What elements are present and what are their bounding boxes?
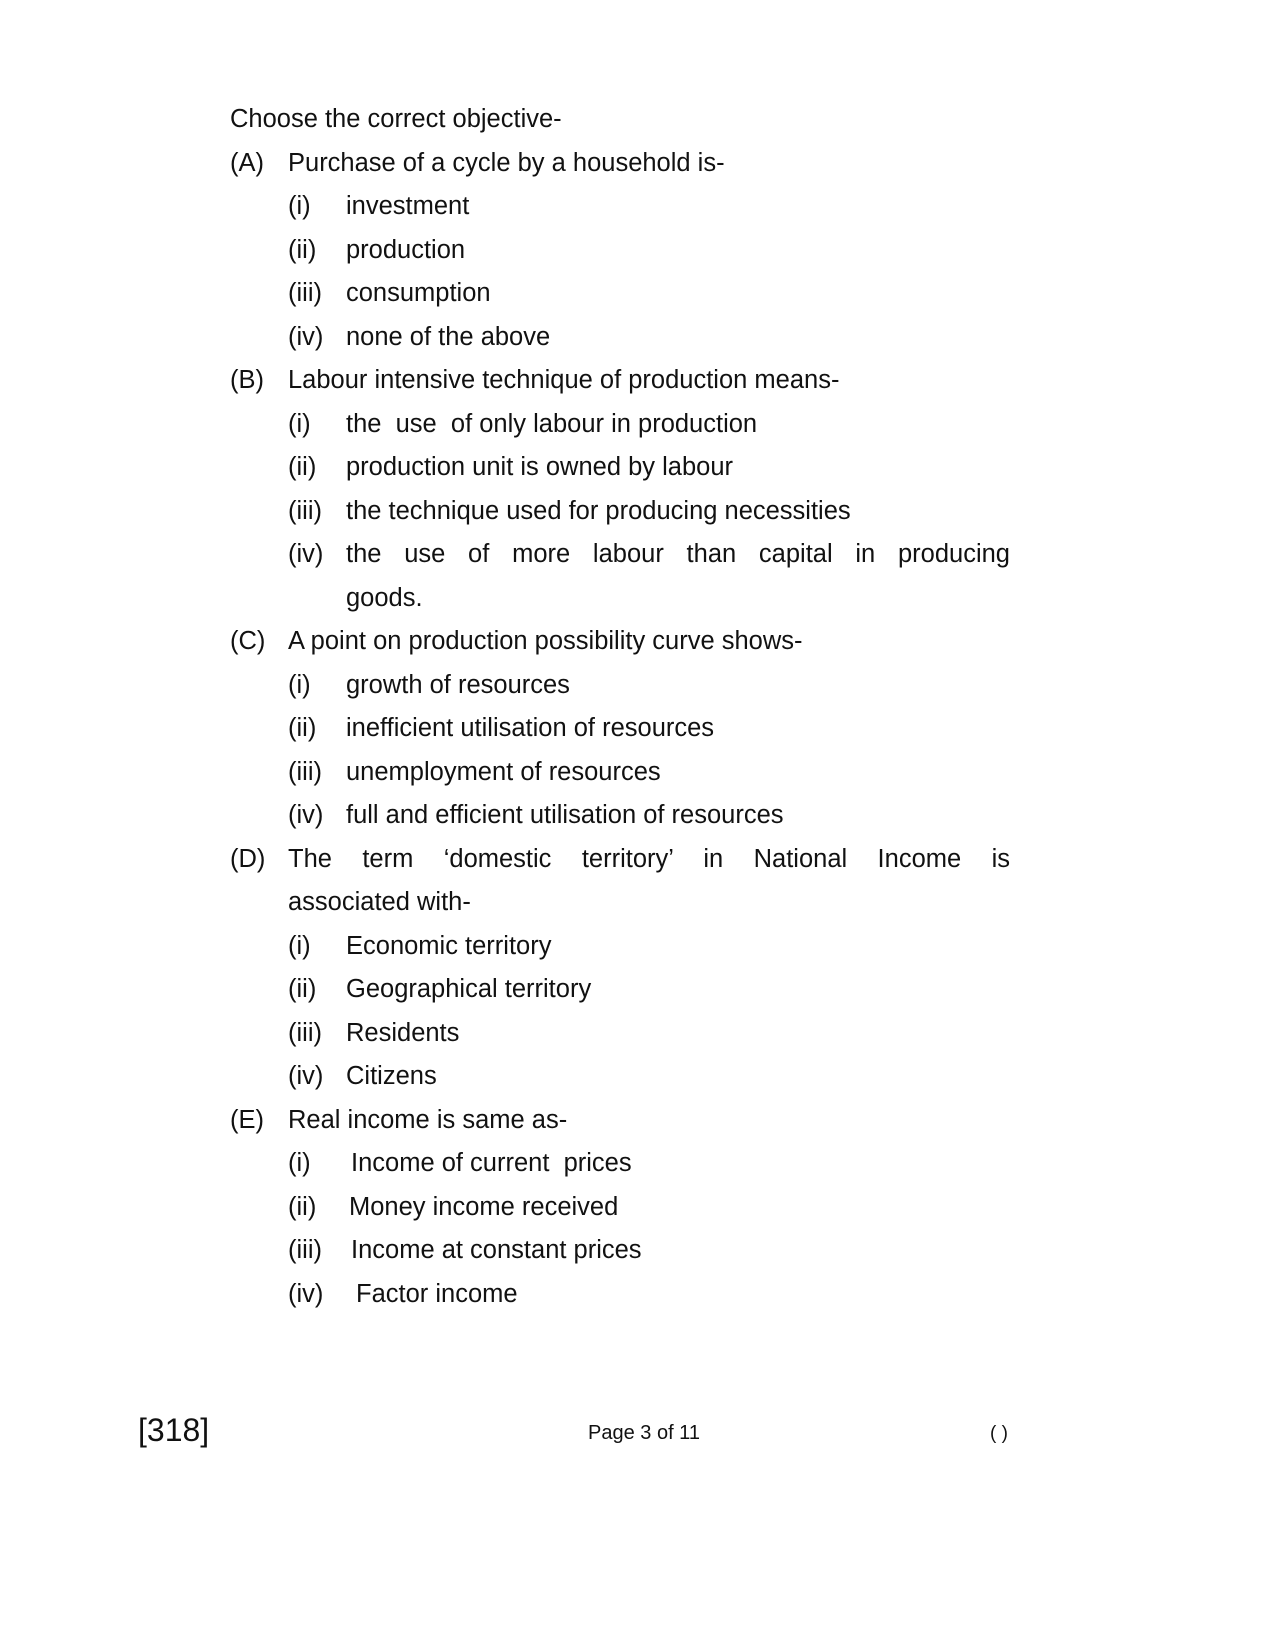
option-e-ii <box>230 1186 1010 1230</box>
footer-parentheses: ( ) <box>990 1423 1008 1444</box>
option-number: (iv) <box>288 1062 324 1090</box>
option-number: (i) <box>288 670 311 699</box>
question-text: Purchase of a cycle by a household is- <box>288 148 725 177</box>
question-d-continuation <box>230 881 1010 925</box>
option-number: (i) <box>288 931 311 960</box>
option-text: full and efficient utilisation of resources <box>346 801 784 829</box>
option-c-iii <box>230 751 1010 795</box>
option-text: Citizens <box>346 1062 437 1090</box>
option-text: Money income received <box>349 1192 619 1221</box>
option-c-i <box>230 664 1010 708</box>
question-c <box>230 620 1010 664</box>
question-letter: (B) <box>230 366 264 394</box>
option-number: (ii) <box>288 1192 317 1221</box>
option-b-iv <box>230 533 1010 577</box>
question-block <box>230 98 1010 1316</box>
option-number: (ii) <box>288 975 317 1003</box>
option-text: Economic territory <box>346 931 552 960</box>
option-text: consumption <box>346 279 491 307</box>
question-d <box>230 838 1010 882</box>
option-text-continuation: goods. <box>346 583 423 612</box>
option-text: Geographical territory <box>346 975 592 1003</box>
option-text: production <box>346 235 466 264</box>
option-e-i <box>230 1142 1010 1186</box>
option-text: inefficient utilisation of resources <box>346 714 715 742</box>
option-text: unemployment of resources <box>346 757 661 786</box>
page-number: Page 3 of 11 <box>588 1422 700 1444</box>
option-number: (iv) <box>288 540 324 568</box>
option-text: the use of only labour in production <box>346 409 758 438</box>
option-text: Income of current prices <box>351 1149 632 1177</box>
option-number: (iii) <box>288 1236 322 1264</box>
question-text: A point on production possibility curve shows- <box>288 627 803 655</box>
option-number: (iii) <box>288 1018 322 1047</box>
option-number: (iii) <box>288 496 322 525</box>
option-c-ii <box>230 707 1010 751</box>
option-a-iii <box>230 272 1010 316</box>
option-text: investment <box>346 192 470 220</box>
option-d-ii <box>230 968 1010 1012</box>
question-text: Labour intensive technique of production means- <box>288 366 840 394</box>
question-a <box>230 142 1010 186</box>
option-number: (ii) <box>288 453 317 481</box>
option-text: growth of resources <box>346 670 570 699</box>
option-text: the use of more labour than capital in producing <box>346 540 1010 568</box>
question-text: The term ‘domestic territory’ in National Income is <box>288 844 1010 873</box>
option-number: (i) <box>288 192 311 220</box>
instruction: Choose the correct objective- <box>230 105 562 133</box>
question-letter: (E) <box>230 1105 264 1134</box>
option-number: (iii) <box>288 279 322 307</box>
option-number: (i) <box>288 1149 311 1177</box>
option-text: Income at constant prices <box>351 1236 642 1264</box>
option-number: (i) <box>288 409 311 438</box>
option-e-iv <box>230 1273 1010 1317</box>
option-b-iii <box>230 490 1010 534</box>
option-text: Residents <box>346 1018 460 1047</box>
question-b <box>230 359 1010 403</box>
option-b-i <box>230 403 1010 447</box>
option-text: none of the above <box>346 322 551 351</box>
option-a-ii <box>230 229 1010 273</box>
option-e-iii <box>230 1229 1010 1273</box>
question-text-continuation: associated with- <box>288 888 471 916</box>
option-b-ii <box>230 446 1010 490</box>
question-text: Real income is same as- <box>288 1105 568 1134</box>
option-d-iv <box>230 1055 1010 1099</box>
question-e <box>230 1099 1010 1143</box>
option-d-i <box>230 925 1010 969</box>
option-number: (ii) <box>288 235 317 264</box>
option-d-iii <box>230 1012 1010 1056</box>
option-number: (iv) <box>288 322 324 351</box>
option-b-iv-continuation <box>230 577 1010 621</box>
option-a-i <box>230 185 1010 229</box>
option-number: (iv) <box>288 801 324 829</box>
question-letter: (C) <box>230 627 266 655</box>
option-text: Factor income <box>356 1279 518 1308</box>
option-c-iv <box>230 794 1010 838</box>
question-letter: (D) <box>230 844 266 873</box>
option-number: (ii) <box>288 714 317 742</box>
option-number: (iv) <box>288 1279 324 1308</box>
question-letter: (A) <box>230 148 264 177</box>
paper-code: [318] <box>138 1412 210 1448</box>
option-text: production unit is owned by labour <box>346 453 733 481</box>
option-text: the technique used for producing necessities <box>346 496 851 525</box>
option-number: (iii) <box>288 757 322 786</box>
option-a-iv <box>230 316 1010 360</box>
